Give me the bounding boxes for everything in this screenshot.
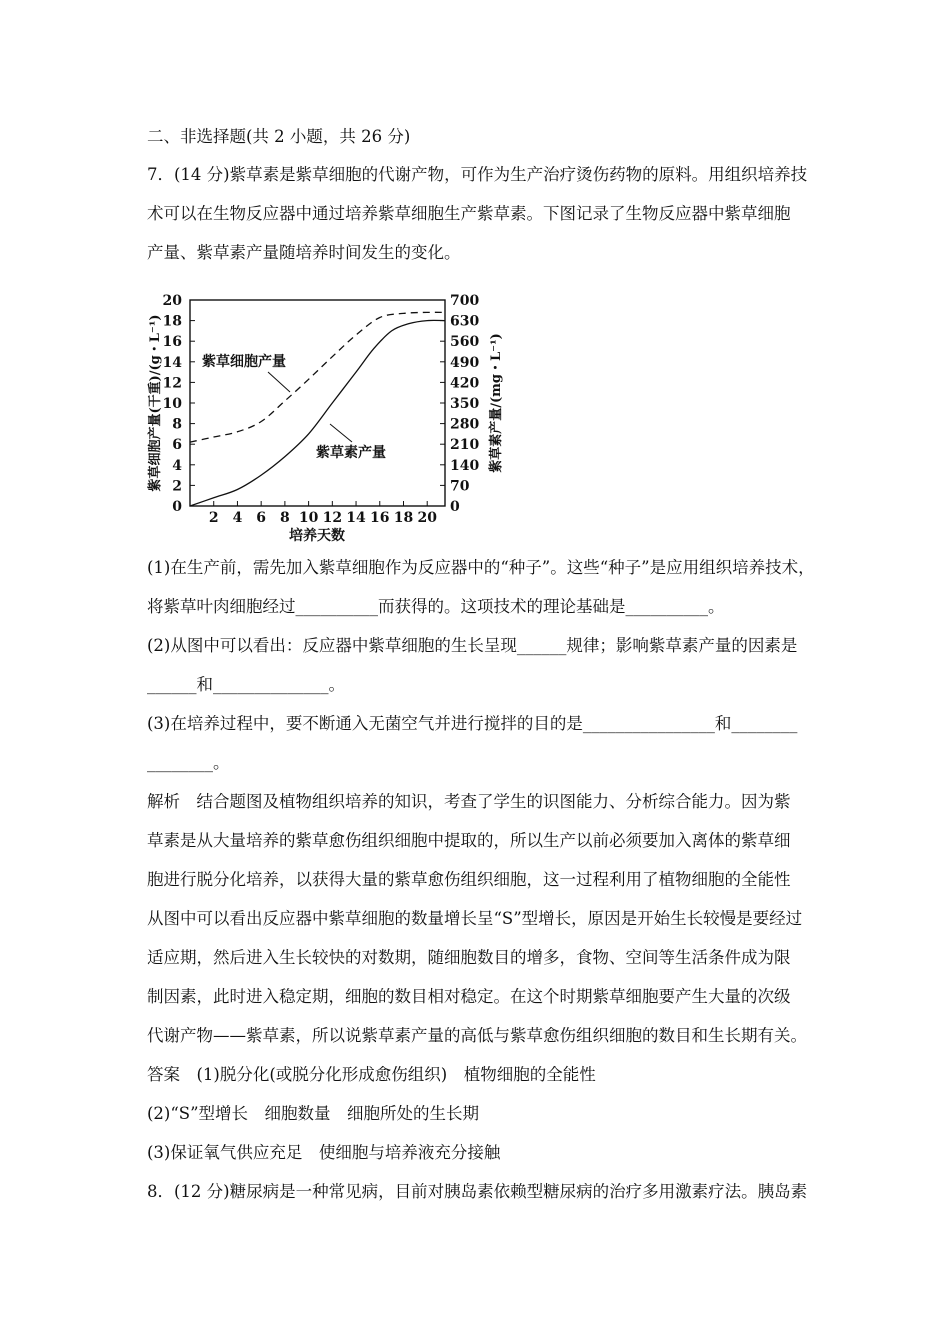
shikonin-pointer xyxy=(330,424,352,442)
right-axis-tick-label: 210 xyxy=(450,437,480,454)
right-axis-label: 紫草素产量/(mg・L⁻¹) xyxy=(489,333,504,473)
series-label-shikonin-yield: 紫草素产量 xyxy=(316,445,386,461)
left-axis-tick-label: 8 xyxy=(172,416,182,433)
text-line: 制因素，此时进入稳定期，细胞的数目相对稳定。在这个时期紫草细胞要产生大量的次级 xyxy=(147,987,791,1006)
plot-frame xyxy=(190,300,445,506)
text-line: 从图中可以看出反应器中紫草细胞的数量增长呈“S”型增长，原因是开始生长较慢是要经过 xyxy=(147,909,803,928)
right-axis-tick-label: 490 xyxy=(450,354,480,371)
right-axis-ticks xyxy=(440,293,479,515)
right-axis-tick-label: 630 xyxy=(450,313,480,330)
text-line: 解析 结合题图及植物组织培养的知识，考查了学生的识图能力、分析综合能力。因为紫 xyxy=(147,792,791,811)
series-line-shikonin-yield xyxy=(190,320,445,506)
x-axis-tick-label: 10 xyxy=(298,510,319,526)
left-axis-tick-label: 4 xyxy=(172,457,182,474)
left-axis-tick-label: 2 xyxy=(172,478,182,495)
text-line: 代谢产物——紫草素，所以说紫草素产量的高低与紫草愈伤组织细胞的数目和生长期有关。 xyxy=(147,1026,807,1045)
left-axis-label: 紫草细胞产量(干重)/(g・L⁻¹) xyxy=(148,314,163,492)
text-line: 草素是从大量培养的紫草愈伤组织细胞中提取的，所以生产以前必须要加入离体的紫草细 xyxy=(147,831,791,850)
right-axis-tick-label: 700 xyxy=(450,293,480,309)
left-axis-tick-label: 10 xyxy=(162,396,182,412)
question-8-intro: 8．(12 分)糖尿病是一种常见病，目前对胰岛素依赖型糖尿病的治疗多用激素疗法。胰岛素 xyxy=(147,1182,808,1201)
right-axis-tick-label: 350 xyxy=(450,396,480,412)
text-line: (3)在培养过程中，要不断通入无菌空气并进行搅拌的目的是________________和________ xyxy=(147,714,798,733)
x-axis-tick-label: 20 xyxy=(417,510,437,526)
text-line: (2)从图中可以看出：反应器中紫草细胞的生长呈现______规律；影响紫草素产量的因素是 xyxy=(147,636,798,655)
x-axis-tick-label: 2 xyxy=(208,510,219,526)
left-axis-tick-label: 12 xyxy=(162,375,182,392)
left-axis-tick-label: 14 xyxy=(162,354,182,371)
left-axis-tick-label: 6 xyxy=(172,437,182,454)
right-axis-tick-label: 560 xyxy=(450,334,480,351)
x-axis-tick-label: 18 xyxy=(393,510,414,526)
text-line: (1)在生产前，需先加入紫草细胞作为反应器中的“种子”。这些“种子”是应用组织培养技术， xyxy=(147,558,815,577)
series-label-cell-yield: 紫草细胞产量 xyxy=(202,354,286,370)
x-axis-tick-label: 8 xyxy=(280,510,290,526)
text-line: ________。 xyxy=(147,753,230,772)
x-axis-tick-label: 12 xyxy=(322,510,343,526)
line-chart xyxy=(140,288,520,550)
left-axis-tick-label: 20 xyxy=(162,293,182,309)
x-axis-ticks xyxy=(209,501,437,526)
x-axis-tick-label: 6 xyxy=(256,510,267,526)
text-line: 答案 (1)脱分化(或脱分化形成愈伤组织) 植物细胞的全能性 xyxy=(147,1065,596,1084)
left-axis-tick-label: 0 xyxy=(172,499,182,515)
text-line: (2)“S”型增长 细胞数量 细胞所处的生长期 xyxy=(147,1104,480,1123)
right-axis-tick-label: 70 xyxy=(450,478,470,495)
x-axis-label: 培养天数 xyxy=(289,528,345,544)
text-line: 术可以在生物反应器中通过培养紫草细胞生产紫草素。下图记录了生物反应器中紫草细胞 xyxy=(147,204,791,223)
text-line: (3)保证氧气供应充足 使细胞与培养液充分接触 xyxy=(147,1143,501,1162)
x-axis-tick-label: 4 xyxy=(232,510,243,526)
x-axis-tick-label: 16 xyxy=(370,510,390,526)
text-line: 适应期，然后进入生长较快的对数期，随细胞数目的增多，食物、空间等生活条件成为限 xyxy=(147,948,791,967)
text-line: 产量、紫草素产量随培养时间发生的变化。 xyxy=(147,243,461,262)
text-line: 7．(14 分)紫草素是紫草细胞的代谢产物，可作为生产治疗烫伤药物的原料。用组织培养技 xyxy=(147,165,808,184)
right-axis-tick-label: 420 xyxy=(450,375,480,392)
text-line: ______和______________。 xyxy=(147,675,345,694)
right-axis-tick-label: 0 xyxy=(450,499,460,515)
section-heading: 二、非选择题(共 2 小题，共 26 分) xyxy=(147,127,411,146)
text-line: 将紫草叶肉细胞经过__________而获得的。这项技术的理论基础是__________。 xyxy=(147,597,725,616)
right-axis-tick-label: 140 xyxy=(450,457,480,474)
left-axis-tick-label: 16 xyxy=(162,334,182,351)
x-axis-tick-label: 14 xyxy=(346,510,366,526)
right-axis-tick-label: 280 xyxy=(450,416,480,433)
text-line: 胞进行脱分化培养，以获得大量的紫草愈伤组织细胞，这一过程利用了植物细胞的全能性 xyxy=(147,870,791,889)
cell-yield-pointer xyxy=(268,372,290,392)
left-axis-tick-label: 18 xyxy=(162,313,182,330)
